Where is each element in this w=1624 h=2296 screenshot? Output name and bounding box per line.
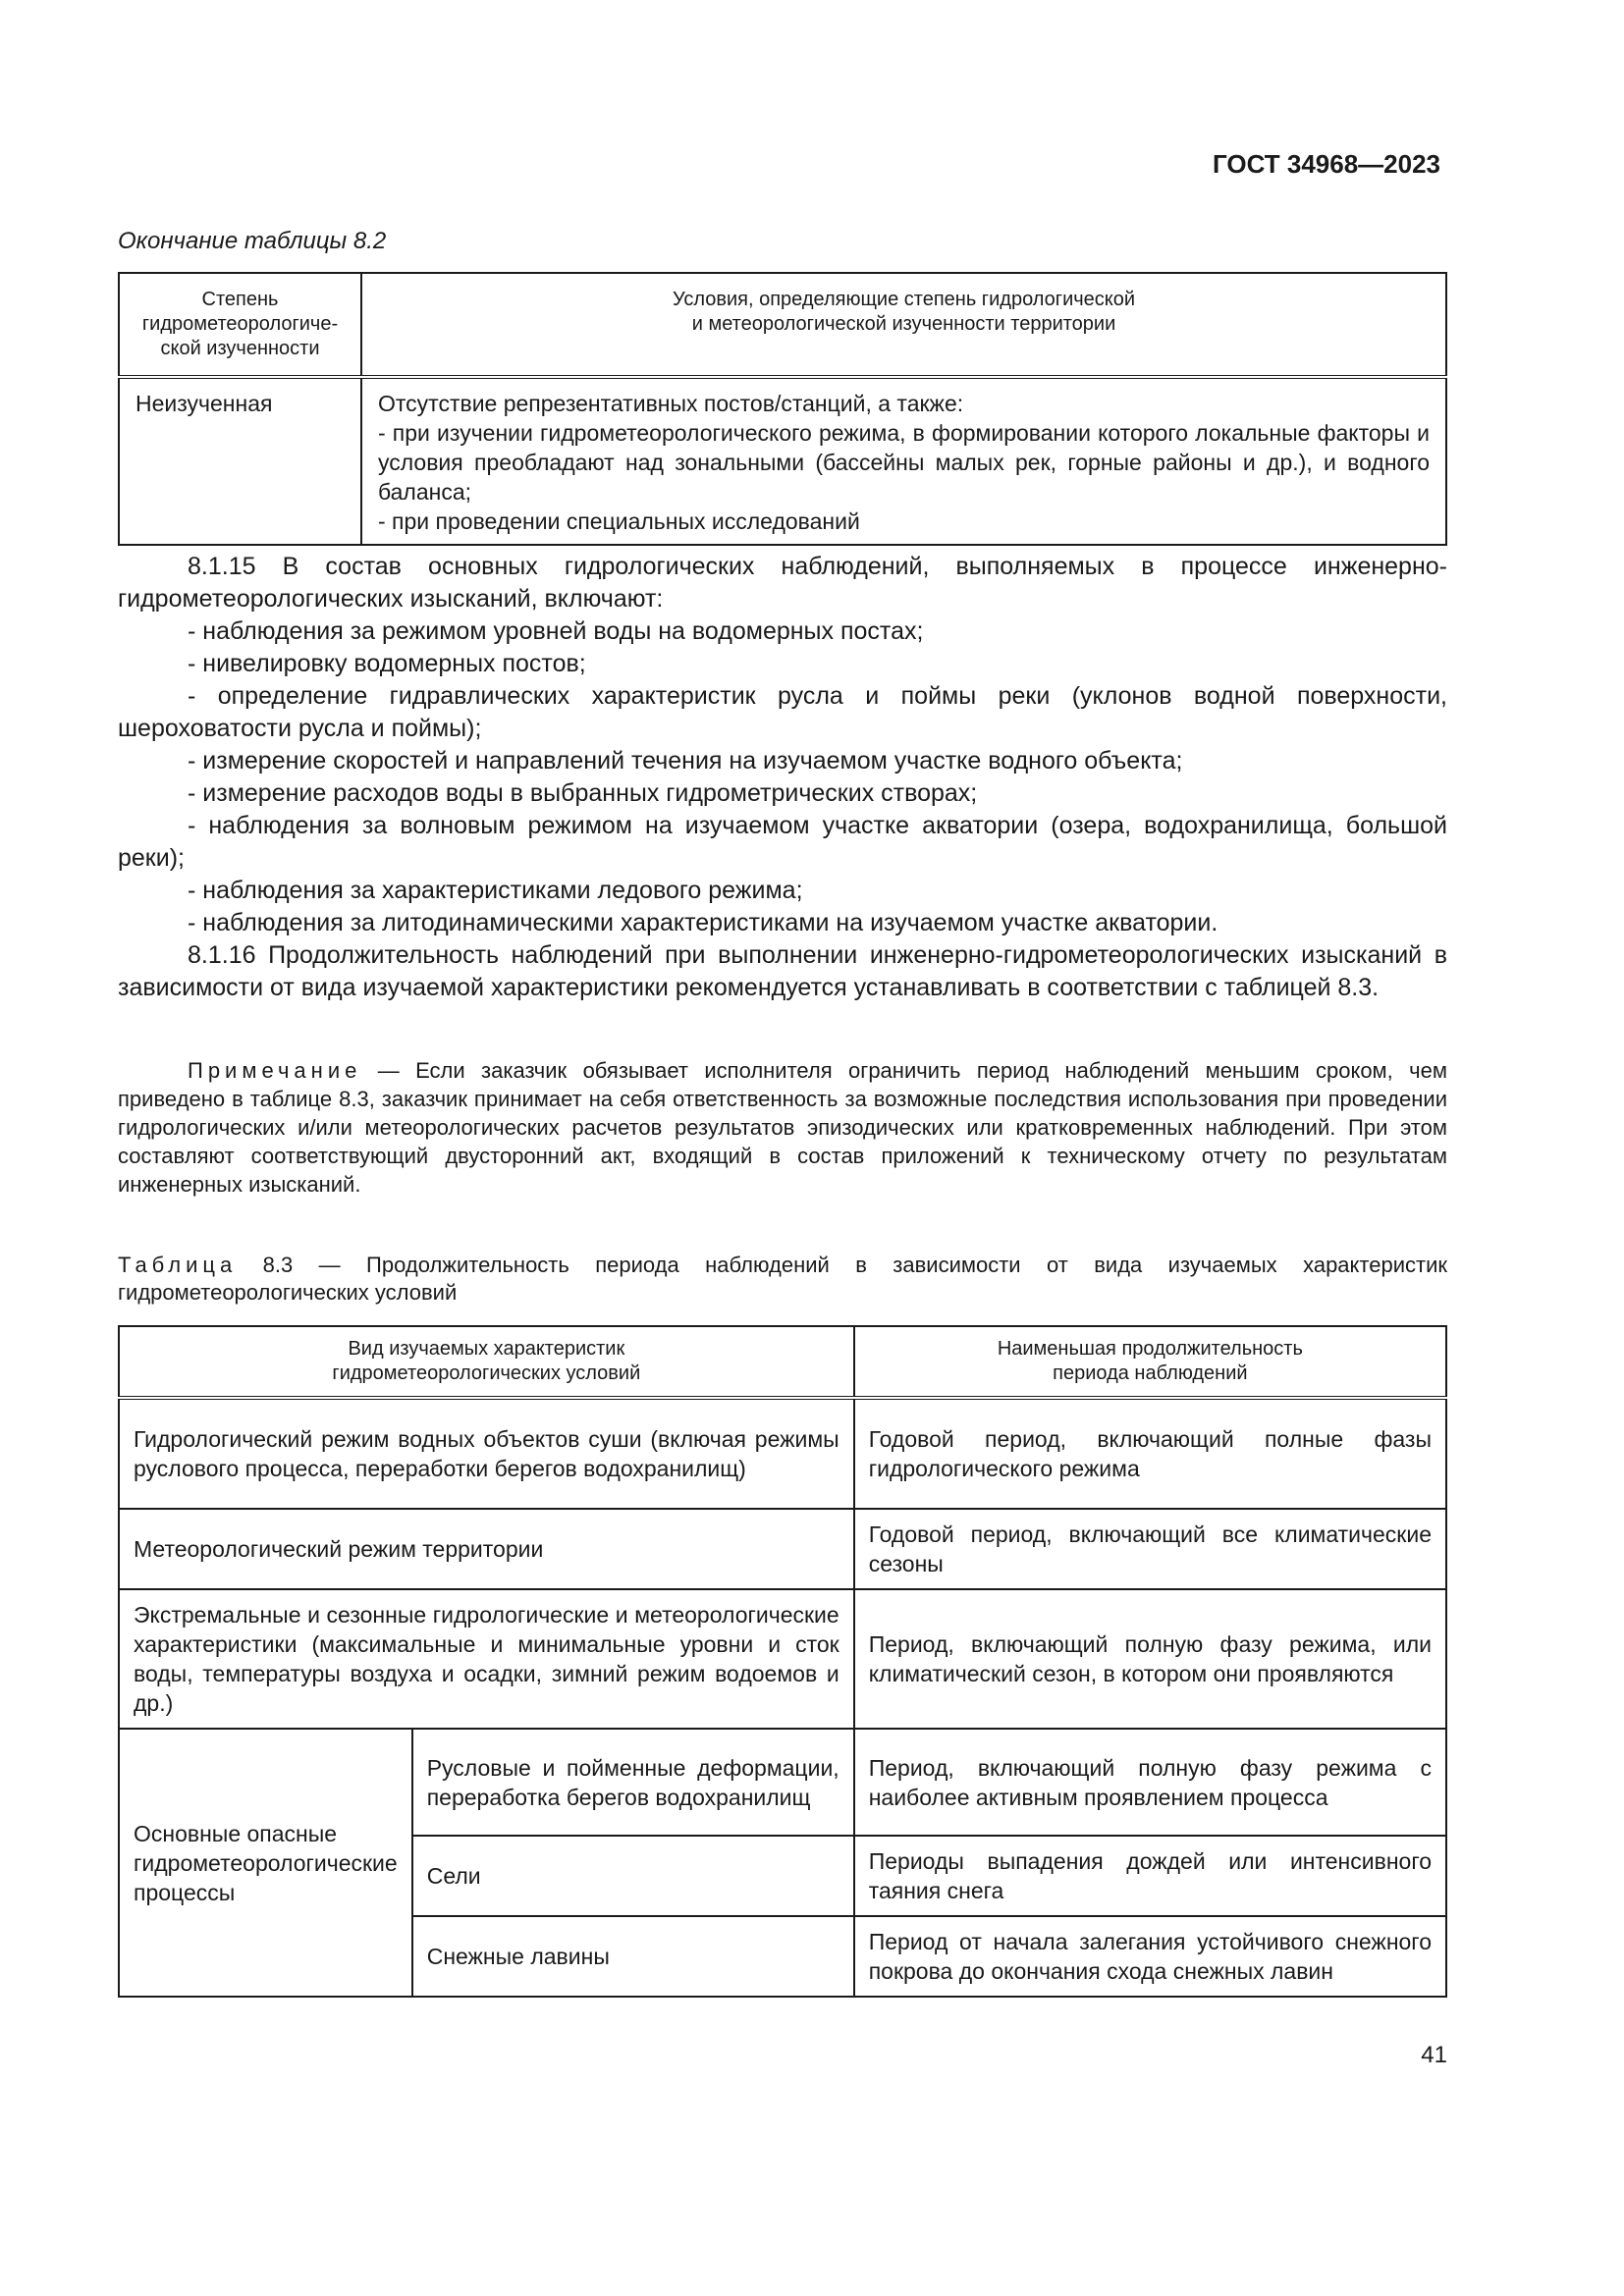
table-8-3	[118, 1325, 1447, 1998]
note	[118, 1056, 1447, 1199]
table-8-2-degree-cell: Неизученная	[119, 377, 361, 545]
table-8-3-header-characteristic: Вид изучаемых характеристик гидрометеорологических условий	[119, 1326, 854, 1398]
table-8-3-caption-text: 8.3 — Продолжительность периода наблюдений в зависимости от вида изучаемых характеристик гидрометеорологических условий	[118, 1253, 1447, 1305]
list-item: - наблюдения за волновым режимом на изучаемом участке акватории (озера, водохранилища, большой реки);	[118, 812, 1447, 872]
note-text: — Если заказчик обязывает исполнителя ограничить период наблюдений меньшим сроком, чем приведено в таблице 8.3, заказчик принимает на себя ответственность за возможные последствия использования при проведении гидрологических и/или метеорологических расчетов результатов эпизодических или кратковременных наблюдений. При этом составляют соответствующий двусторонний акт, входящий в состав приложений к техническому отчету по результатам инженерных изысканий.	[118, 1058, 1447, 1197]
section-8-1-15	[118, 551, 1447, 1004]
table-8-2-header-degree: Степень гидрометеорологиче- ской изученности	[119, 273, 361, 377]
characteristic-cell: Метеорологический режим территории	[119, 1509, 854, 1589]
page-number: 41	[1421, 2042, 1447, 2068]
table-row	[119, 1729, 1446, 1836]
duration-cell: Период от начала залегания устойчивого снежного покрова до окончания схода снежных лавин	[854, 1916, 1446, 1997]
paragraph-8-1-15: 8.1.15 В состав основных гидрологических наблюдений, выполняемых в процессе инженерно-гидрометеорологических изысканий, включают:	[118, 553, 1447, 613]
table-row	[119, 1398, 1446, 1509]
list-item: - измерение расходов воды в выбранных гидрометрических створах;	[188, 779, 978, 807]
table-8-3-caption-label: Таблица	[118, 1253, 238, 1277]
conditions-line: - при проведении специальных исследований	[378, 508, 860, 534]
conditions-line: - при изучении гидрометеорологического режима, в формировании которого локальные факторы и условия преобладают над зональными (бассейны малых рек, горные районы и др.), и водного баланса;	[378, 420, 1430, 505]
duration-cell: Периоды выпадения дождей или интенсивного таяния снега	[854, 1836, 1446, 1916]
note-label: Примечание	[188, 1058, 362, 1083]
characteristic-cell: Экстремальные и сезонные гидрологические и метеорологические характеристики (максимальные и минимальные уровни и сток воды, температуры воздуха и осадки, зимний режим водоемов и др.)	[119, 1589, 854, 1729]
paragraph-8-1-16: 8.1.16 Продолжительность наблюдений при выполнении инженерно-гидрометеорологических изысканий в зависимости от вида изучаемой характеристики рекомендуется устанавливать в соответствии с таблицей 8.3.	[118, 941, 1447, 1001]
process-cell: Сели	[412, 1836, 854, 1916]
duration-cell: Период, включающий полную фазу режима, или климатический сезон, в котором они проявляются	[854, 1589, 1446, 1729]
list-item: - наблюдения за характеристиками ледового режима;	[188, 877, 803, 904]
process-cell: Снежные лавины	[412, 1916, 854, 1997]
table-8-3-caption	[118, 1252, 1447, 1307]
duration-cell: Годовой период, включающий полные фазы гидрологического режима	[854, 1398, 1446, 1509]
characteristic-cell: Гидрологический режим водных объектов суши (включая режимы руслового процесса, переработки берегов водохранилищ)	[119, 1398, 854, 1509]
table-8-2	[118, 272, 1447, 546]
table-8-2-caption: Окончание таблицы 8.2	[118, 228, 387, 254]
process-cell: Русловые и пойменные деформации, переработка берегов водохранилищ	[412, 1729, 854, 1836]
conditions-line: Отсутствие репрезентативных постов/станций, а также:	[378, 391, 964, 416]
duration-cell: Годовой период, включающий все климатические сезоны	[854, 1509, 1446, 1589]
table-8-3-header-duration: Наименьшая продолжительность периода наблюдений	[854, 1326, 1446, 1398]
document-code: ГОСТ 34968—2023	[1213, 149, 1440, 179]
table-row	[119, 377, 1446, 545]
list-item: - нивелировку водомерных постов;	[188, 650, 586, 677]
list-item: - определение гидравлических характеристик русла и поймы реки (уклонов водной поверхности, шероховатости русла и поймы);	[118, 682, 1447, 742]
list-item: - наблюдения за режимом уровней воды на водомерных постах;	[188, 617, 924, 645]
list-item: - измерение скоростей и направлений течения на изучаемом участке водного объекта;	[188, 747, 1183, 774]
table-8-2-conditions-cell	[361, 377, 1446, 545]
table-row	[119, 1509, 1446, 1589]
group-label-cell: Основные опасные гидрометеорологические процессы	[119, 1729, 412, 1997]
duration-cell: Период, включающий полную фазу режима с наиболее активным проявлением процесса	[854, 1729, 1446, 1836]
list-item: - наблюдения за литодинамическими характеристиками на изучаемом участке акватории.	[188, 909, 1218, 936]
table-row	[119, 1589, 1446, 1729]
table-8-2-header-conditions: Условия, определяющие степень гидрологической и метеорологической изученности территории	[361, 273, 1446, 377]
